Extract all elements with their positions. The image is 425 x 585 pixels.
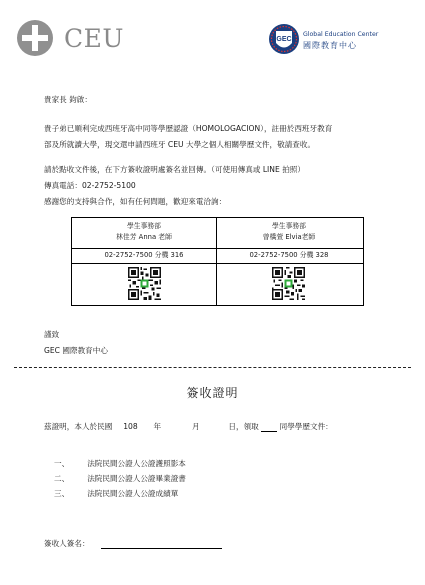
item-text: 法院民間公證人公證畢業證書 <box>87 474 186 483</box>
document-item <box>54 489 178 499</box>
gec-shield-logo-icon <box>268 22 300 58</box>
item-number: 二、 <box>54 474 70 483</box>
cut-line-divider <box>14 367 411 368</box>
paragraph-line-2: 部及所就讀大學，現交還申請西班牙 CEU 大學之個人相關學歷文件，敬請查收。 <box>44 140 316 149</box>
receipt-year-unit: 年 <box>153 422 162 431</box>
item-number: 三、 <box>54 489 70 498</box>
document-item <box>54 474 186 484</box>
closing-organization: GEC 國際教育中心 <box>44 346 108 355</box>
receipt-title: 簽收證明 <box>186 386 239 400</box>
contact-2-dept: 學生事務部 <box>272 222 306 230</box>
instruction-text: 請於點收文件後，在下方簽收證明處簽名並回傳。（可使用傳真或 LINE 拍照） <box>44 165 305 174</box>
gec-badge-text: GEC <box>276 36 292 43</box>
line-qr-code-icon <box>272 267 305 300</box>
thanks-text: 感謝您的支持與合作，如有任何問題，歡迎來電洽詢： <box>44 197 227 206</box>
contact-2-name: 曾橋萱 Elvia老師 <box>262 233 316 241</box>
item-number: 一、 <box>54 459 70 468</box>
receipt-month-unit: 月 <box>191 422 200 431</box>
signature-line[interactable] <box>101 548 222 549</box>
receipt-day-unit: 日，領取 <box>228 422 259 431</box>
document-item <box>54 459 186 469</box>
fax-number: 傳真電話：02-2752-5100 <box>44 181 136 190</box>
contact-1-name: 林佳芳 Anna 老師 <box>116 233 172 241</box>
gec-chinese-name: 國際教育中心 <box>303 41 357 50</box>
item-text: 法院民間公證人公證護照影本 <box>87 459 186 468</box>
contact-2-phone: 02-2752-7500 分機 328 <box>249 251 329 259</box>
contact-1-dept: 學生事務部 <box>127 222 161 230</box>
receipt-year: 108 <box>123 422 138 431</box>
item-text: 法院民間公證人公證成績單 <box>87 489 179 498</box>
receipt-suffix: 同學學歷文件： <box>279 422 333 431</box>
contact-1-phone: 02-2752-7500 分機 316 <box>104 251 184 259</box>
ceu-logo-text: CEU <box>64 24 124 53</box>
receipt-prefix: 茲證明，本人於民國 <box>44 422 113 431</box>
gec-english-name: Global Education Center <box>303 31 379 38</box>
line-qr-code-icon <box>128 267 161 300</box>
paragraph-line-1: 貴子弟已順利完成西班牙高中同等學歷認證（HOMOLOGACION），註冊於西班牙教育 <box>44 124 333 133</box>
closing-regards: 謹致 <box>44 330 60 339</box>
receipt-statement <box>44 422 333 432</box>
ceu-cross-logo-icon <box>17 20 53 56</box>
student-name-blank[interactable] <box>261 422 277 432</box>
contact-table <box>71 217 364 306</box>
signature-label: 簽收人簽名： <box>44 539 90 548</box>
salutation: 貴家長 鈞啟： <box>44 95 92 104</box>
